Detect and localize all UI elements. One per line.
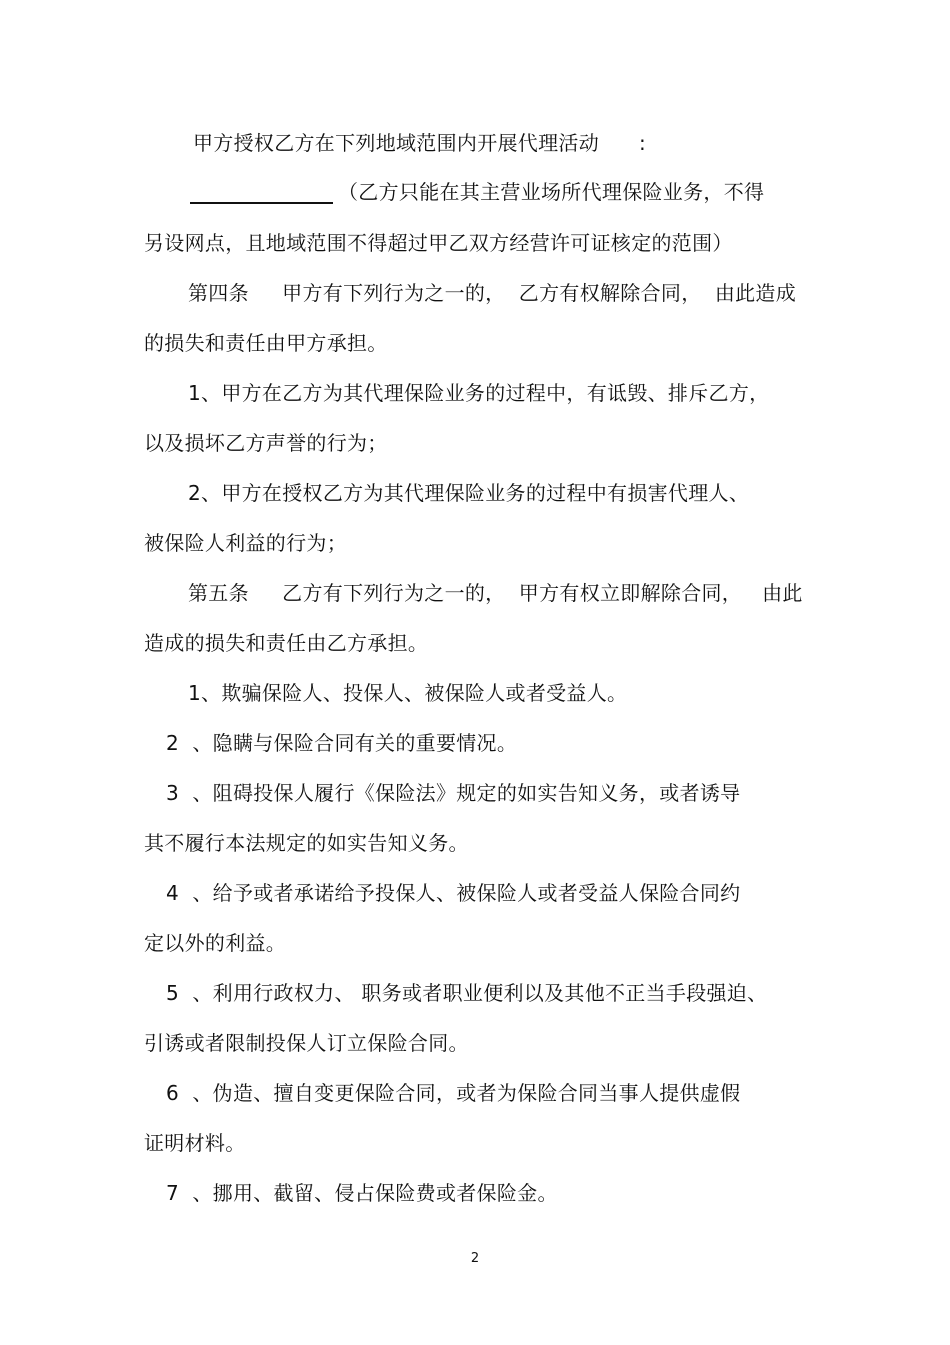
list-item: 2、甲方在授权乙方为其代理保险业务的过程中有损害代理人、 — [188, 481, 750, 505]
list-item: 7 、挪用、截留、侵占保险费或者保险金。 — [166, 1181, 558, 1205]
text-line: 另设网点，且地域范围不得超过甲乙双方经营许可证核定的范围） — [144, 231, 733, 255]
list-item: 3 、阻碍投保人履行《保险法》规定的如实告知义务，或者诱导 — [166, 781, 741, 805]
text-line: 的损失和责任由甲方承担。 — [144, 331, 388, 355]
text-line: 定以外的利益。 — [144, 931, 287, 955]
page-number: 2 — [470, 1251, 480, 1266]
text-line: 被保险人利益的行为； — [144, 531, 347, 555]
text-line: 甲方授权乙方在下列地域范围内开展代理活动 : — [193, 131, 646, 155]
text-line: 引诱或者限制投保人订立保险合同。 — [144, 1031, 469, 1055]
list-item: 4 、给予或者承诺给予投保人、被保险人或者受益人保险合同约 — [166, 881, 741, 905]
text-line: 造成的损失和责任由乙方承担。 — [144, 631, 429, 655]
article-four-heading: 第四条 甲方有下列行为之一的， 乙方有权解除合同， 由此造成 — [188, 281, 797, 305]
list-item: 5 、利用行政权力、 职务或者职业便利以及其他不正当手段强迫、 — [166, 981, 768, 1005]
list-item: 1、甲方在乙方为其代理保险业务的过程中，有诋毁、排斥乙方， — [188, 381, 770, 405]
fill-in-blank-line — [190, 202, 333, 204]
text-line: 以及损坏乙方声誉的行为； — [144, 431, 388, 455]
article-five-heading: 第五条 乙方有下列行为之一的， 甲方有权立即解除合同， 由此 — [188, 581, 803, 605]
text-line: 证明材料。 — [144, 1131, 246, 1155]
text-line: （乙方只能在其主营业场所代理保险业务，不得 — [338, 180, 765, 204]
list-item: 1、欺骗保险人、投保人、被保险人或者受益人。 — [188, 681, 628, 705]
list-item: 6 、伪造、擅自变更保险合同，或者为保险合同当事人提供虚假 — [166, 1081, 741, 1105]
text-line: 其不履行本法规定的如实告知义务。 — [144, 831, 469, 855]
list-item: 2 、隐瞒与保险合同有关的重要情况。 — [166, 731, 518, 755]
